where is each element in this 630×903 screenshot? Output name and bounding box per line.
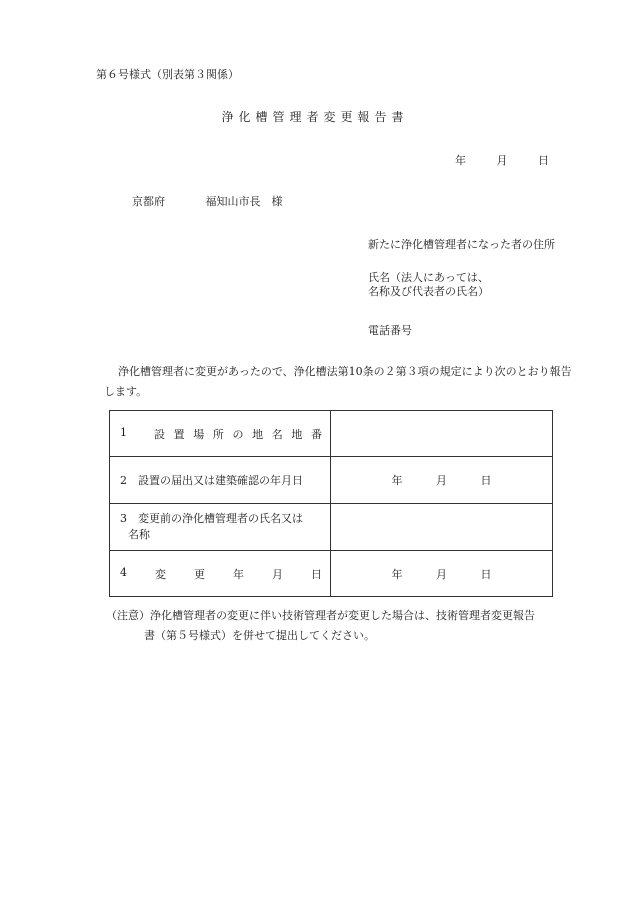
addressee	[132, 193, 283, 209]
date-year: 年	[455, 154, 466, 167]
document-title: 浄化槽管理者変更報告書	[221, 110, 409, 124]
submission-date	[455, 152, 549, 168]
table-row	[110, 504, 553, 551]
row4-number: 4	[120, 565, 127, 579]
note-line1: （注意）浄化槽管理者の変更に伴い技術管理者が変更した場合は、技術管理者変更報告	[106, 609, 535, 622]
row1-label-char: 設	[154, 427, 165, 441]
row4-char-4: 月	[272, 567, 283, 581]
row1-label	[110, 411, 331, 457]
row3-label-line1: 3 変更前の浄化槽管理者の氏名又は	[120, 512, 303, 525]
row2-day: 日	[480, 474, 492, 487]
row1-label-char: 地	[291, 427, 303, 441]
table-row	[110, 551, 553, 597]
row1-label-char: 地	[252, 427, 264, 441]
row4-year: 年	[391, 567, 403, 581]
row1-label-char: 名	[271, 427, 283, 441]
row1-number: 1	[120, 425, 127, 439]
applicant-name-label-line2: 名称及び代表者の氏名）	[368, 285, 489, 298]
note	[106, 606, 576, 646]
applicant-name-label	[368, 271, 489, 299]
row3-label-line2: 名称	[128, 528, 150, 541]
row1-label-char: 番	[311, 427, 322, 441]
row4-label	[110, 551, 331, 597]
report-statement: 浄化槽管理者に変更があったので、浄化槽法第10条の２第３項の規定により次のとおり報告します。	[104, 365, 572, 398]
row3-label	[110, 504, 331, 551]
date-day: 日	[538, 154, 549, 167]
applicant-name-label-line1: 氏名（法人にあっては、	[368, 271, 489, 284]
row2-month: 月	[436, 474, 447, 487]
addressee-prefecture: 京都府	[132, 195, 165, 208]
row1-label-char: 所	[212, 427, 224, 441]
row1-label-char: の	[232, 427, 244, 441]
row2-label: 2 設置の届出又は建築確認の年月日	[110, 457, 331, 504]
table-row	[110, 457, 553, 504]
applicant-phone-label: 電話番号	[368, 324, 412, 337]
report-table	[109, 410, 553, 597]
row4-day: 日	[480, 567, 492, 581]
note-line2: 書（第５号様式）を併せて提出してください。	[144, 629, 375, 642]
row1-label-char: 場	[193, 427, 205, 441]
row1-label-text	[154, 426, 322, 442]
row4-char-1: 変	[155, 567, 166, 581]
row4-value[interactable]	[331, 551, 553, 597]
date-month: 月	[496, 154, 508, 167]
row3-value[interactable]	[331, 504, 553, 551]
row4-char-3: 年	[233, 567, 244, 581]
addressee-mayor: 福知山市長 様	[205, 195, 283, 208]
row4-char-5: 日	[311, 567, 322, 581]
table-row	[110, 411, 553, 457]
row2-value[interactable]	[331, 457, 553, 504]
row4-char-2: 更	[194, 567, 205, 581]
row2-year: 年	[391, 474, 403, 487]
form-identifier: 第６号様式（別表第３関係）	[96, 68, 239, 81]
row1-label-char: 置	[173, 427, 185, 441]
row4-month: 月	[436, 567, 447, 581]
applicant-address-label: 新たに浄化槽管理者になった者の住所	[368, 238, 555, 251]
row1-value[interactable]	[331, 411, 553, 457]
